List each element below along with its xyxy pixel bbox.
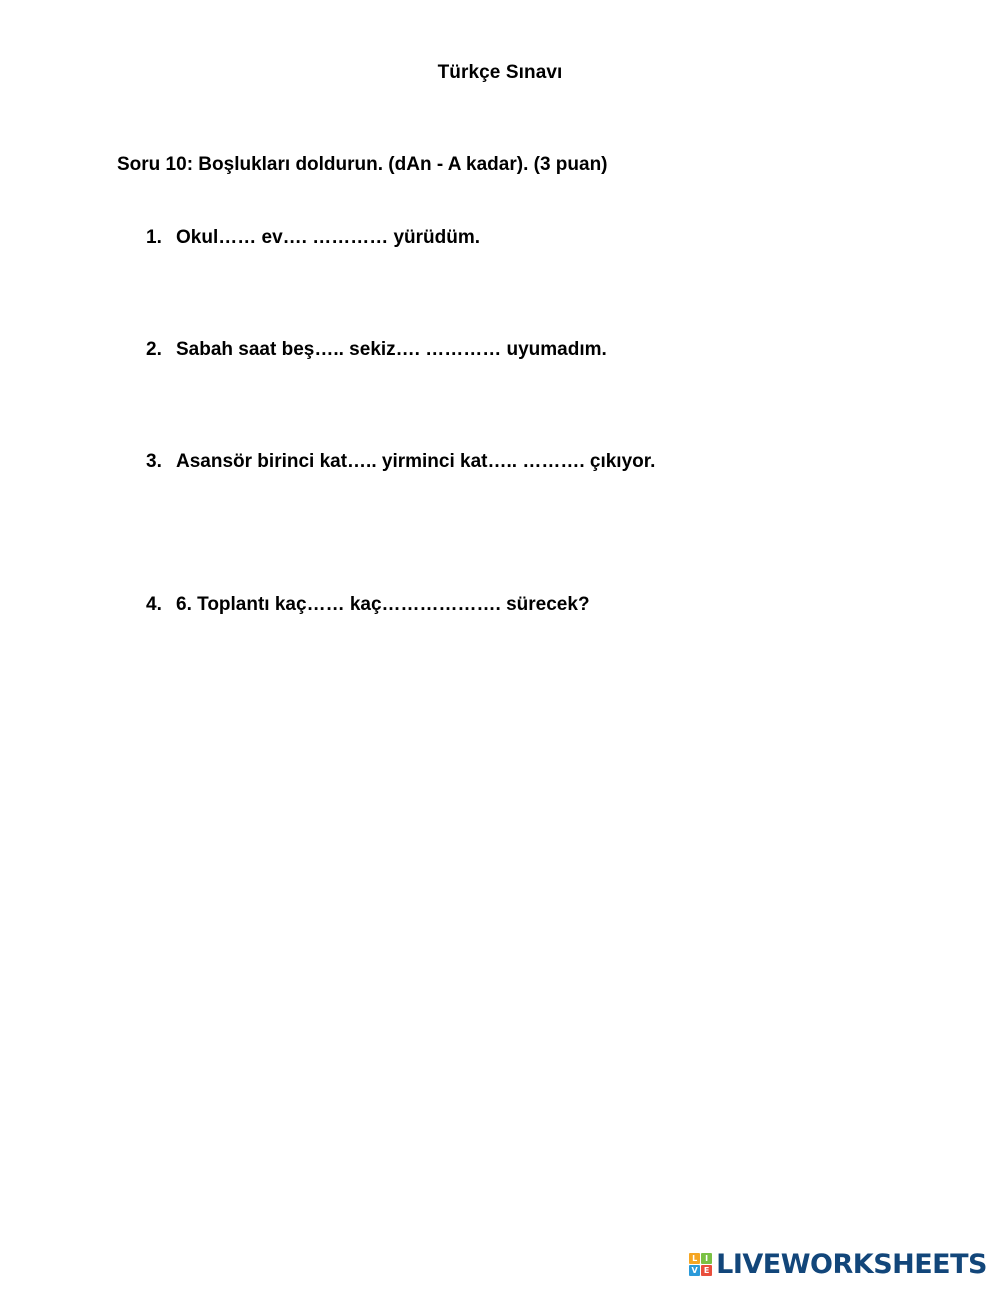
item-text: Sabah saat beş….. sekiz…. ………… uyumadım. (176, 339, 607, 360)
question-prompt: Soru 10: Boşlukları doldurun. (dAn - A kadar). (3 puan) (117, 154, 608, 175)
liveworksheets-wordmark: LIVEWORKSHEETS (716, 1249, 987, 1280)
list-item (146, 339, 607, 361)
item-number: 4. (146, 594, 162, 615)
logo-letter-e: E (701, 1265, 712, 1276)
item-text: Okul…… ev…. ………… yürüdüm. (176, 227, 481, 248)
list-item (146, 227, 480, 249)
logo-letter-i: I (701, 1253, 712, 1264)
liveworksheets-logo-icon (689, 1253, 712, 1276)
item-text: Asansör birinci kat….. yirminci kat….. ………. çıkıyor. (176, 451, 656, 472)
page-title: Türkçe Sınavı (437, 62, 563, 83)
list-item (146, 594, 590, 616)
item-text: 6. Toplantı kaç…… kaç………………. sürecek? (176, 594, 590, 615)
item-number: 3. (146, 451, 162, 472)
logo-letter-v: V (689, 1265, 700, 1276)
item-number: 1. (146, 227, 162, 248)
item-number: 2. (146, 339, 162, 360)
liveworksheets-watermark (689, 1249, 987, 1280)
list-item (146, 451, 655, 473)
logo-letter-l: L (689, 1253, 700, 1264)
